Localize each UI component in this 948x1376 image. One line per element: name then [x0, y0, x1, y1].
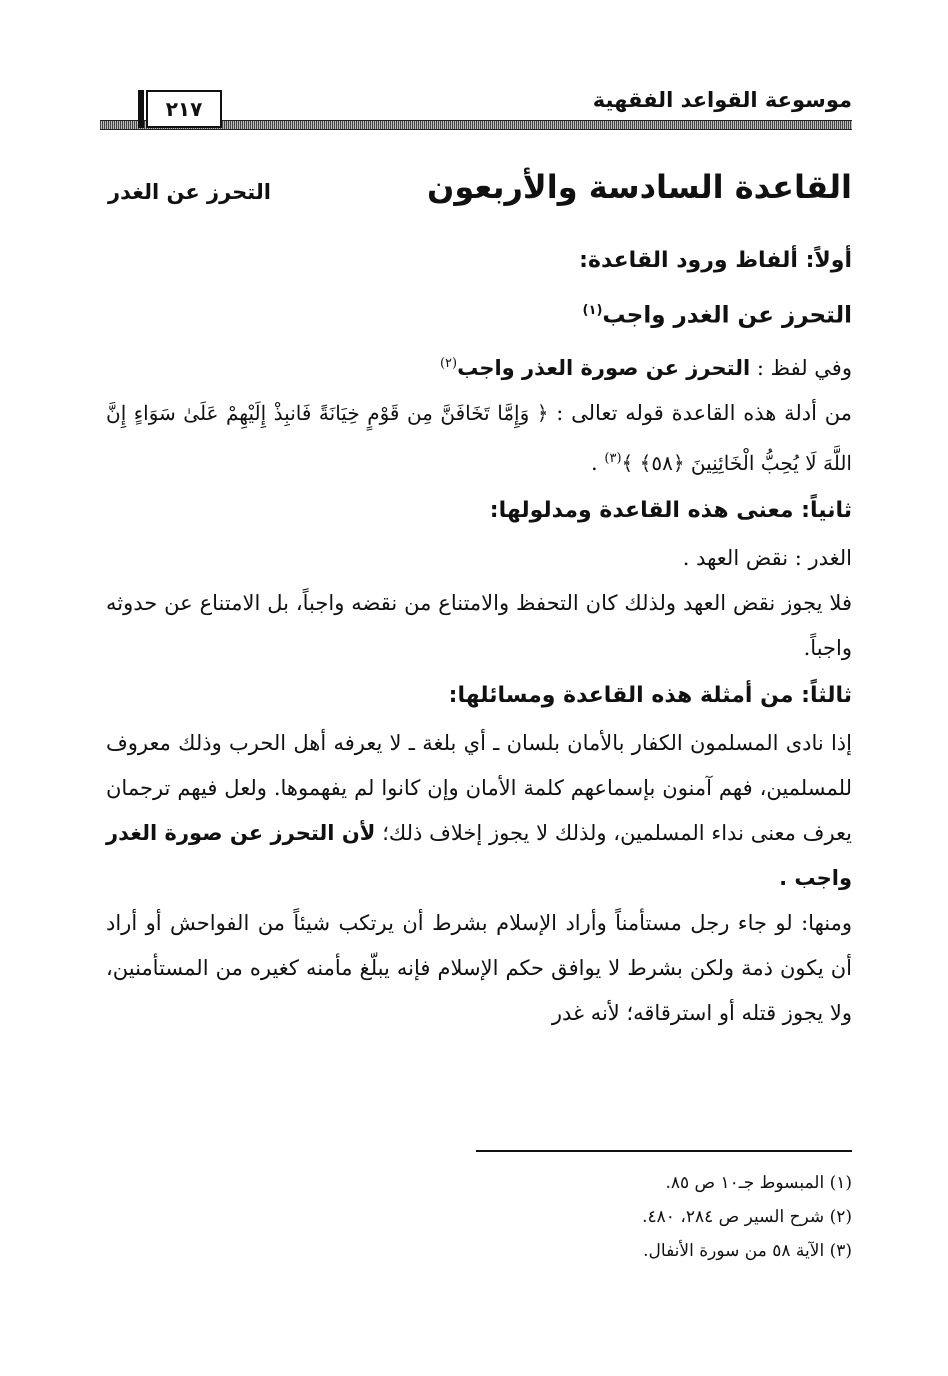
book-title: موسوعة القواعد الفقهية — [592, 88, 852, 112]
variant-text: التحرز عن صورة العذر واجب — [457, 355, 751, 380]
footnote-3: (٣) الآية ٥٨ من سورة الأنفال. — [643, 1241, 852, 1261]
footnote-2: (٢) شرح السير ص ٢٨٤، ٤٨٠. — [642, 1207, 852, 1227]
example-paragraph-1 — [106, 721, 852, 901]
footnote-ref-2: (٢) — [439, 355, 458, 371]
rule-subtitle: التحرز عن الغدر — [108, 180, 271, 204]
quran-verse: ﴿ وَإِمَّا تَخَافَنَّ مِن قَوْمٍ خِيَانَةً فَانبِذْ إِلَيْهِمْ عَلَىٰ سَوَاءٍ إِنَّ اللَّهَ لَا يُحِبُّ الْخَائِنِينَ ﴿٥٨﴾ ﴾ — [106, 400, 852, 475]
rule-statement — [106, 286, 852, 341]
page-number: ٢١٧ — [146, 90, 222, 128]
section-heading-wordings: أولاً: ألفاظ ورود القاعدة: — [579, 248, 852, 273]
footnote-ref-1: (١) — [582, 303, 603, 318]
evidence-paragraph — [106, 391, 852, 486]
footnotes — [106, 1150, 852, 1268]
rule-statement-text: التحرز عن الغدر واجب — [602, 302, 852, 329]
footnote-rule — [476, 1150, 852, 1152]
definition-paragraph: الغدر : نقض العهد . — [682, 545, 852, 570]
rule-variant — [106, 341, 852, 391]
section-heading-meaning: ثانياً: معنى هذه القاعدة ومدلولها: — [489, 497, 852, 523]
example-1-text: إذا نادى المسلمون الكفار بالأمان بلسان ـ أي بلغة ـ لا يعرفه أهل الحرب وذلك معروف للمسلمين، فهم آمنون بإسماعهم كلمة الأمان وإن كانوا لم يفهموها. ولعل فيهم ترجمان يعرف معنى نداء المسلمين، ولذلك لا يجوز إخلاف ذلك؛ — [106, 730, 853, 845]
explanation-paragraph: فلا يجوز نقض العهد ولذلك كان التحفظ والامتناع من نقضه واجباً، بل الامتناع عن حدوثه واجباً. — [106, 590, 852, 660]
section-heading-examples: ثالثاً: من أمثلة هذه القاعدة ومسائلها: — [448, 682, 852, 708]
evidence-prefix: من أدلة هذه القاعدة قوله تعالى : — [548, 400, 852, 425]
main-text — [106, 236, 852, 1036]
example-paragraph-2: ومنها: لو جاء رجل مستأمناً وأراد الإسلام بشرط أن يرتكب شيئاً من الفواحش أو أراد أن يكون ذمة ولكن بشرط لا يوافق حكم الإسلام فإنه يبلّغ مأمنه كغيره من المستأمنين، ولا يجوز قتله أو استرقاقه؛ لأنه غدر — [106, 910, 852, 1025]
example-1-bold: لأن التحرز عن صورة الغدر واجب . — [106, 820, 852, 890]
variant-prefix: وفي لفظ : — [750, 355, 852, 380]
footnote-1: (١) المبسوط جـ١٠ ص ٨٥. — [665, 1173, 852, 1193]
running-header — [100, 82, 852, 130]
evidence-end: . — [591, 450, 605, 475]
rule-title: القاعدة السادسة والأربعون — [427, 168, 852, 206]
footnote-ref-3: (٣) — [604, 450, 622, 466]
